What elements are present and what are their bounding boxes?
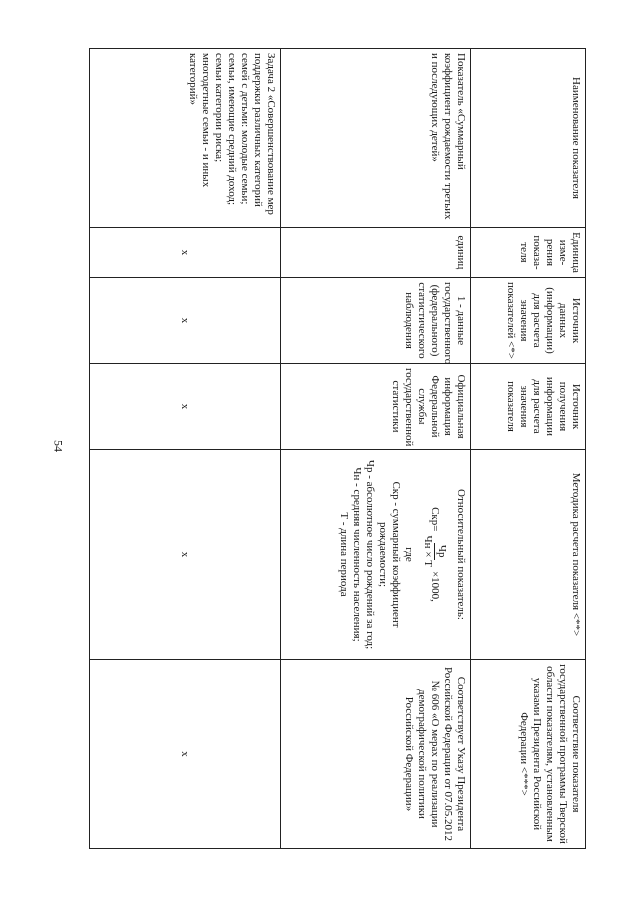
formula-rhs: ×1000, [428, 570, 441, 602]
method-definition-t: Т - длина периода [337, 512, 350, 597]
method-definition-skr: Скр - суммарный коэффициент рождаемости; [376, 481, 402, 628]
formula-fraction [421, 533, 448, 568]
row2-info-source: х [90, 364, 281, 450]
header-method: Методика расчета показателя <**> [470, 450, 585, 660]
row1-compliance: Соответствует Указу Президента Российской Федерации от 07.05.2012 № 606 «О мерах по реализации демографической политики Российской Федерации» [280, 660, 470, 849]
row1-info-source: Официальная информация Федеральной службы государственной статистики [280, 364, 470, 450]
header-info-source: Источник получения информации для расчета значения показателя [470, 364, 585, 450]
header-compliance: Соответствие показателя государственной программы Тверской области показателям, установленным указами Президента Российской Федерации <***> [470, 660, 585, 849]
row2-method: х [90, 450, 281, 660]
formula-lhs: Скр= [428, 507, 441, 532]
method-definition-chn: Чн - средняя численность населения; [350, 467, 363, 642]
table-row [90, 49, 281, 849]
row1-method [280, 450, 470, 660]
rotated-table-container [89, 48, 586, 848]
method-intro: Относительный показатель: [454, 489, 467, 620]
formula-numerator: Чр [435, 544, 448, 558]
indicators-table [89, 48, 586, 849]
row2-source: х [90, 278, 281, 364]
formula-denominator: Чн × Т [421, 535, 434, 567]
page-number: 54 [51, 440, 66, 452]
header-name: Наименование показателя [470, 49, 585, 228]
row1-name: Показатель «Суммарный коэффициент рождаемости третьих и последующих детей» [280, 49, 470, 228]
row2-unit: х [90, 228, 281, 278]
method-where: где [402, 547, 415, 562]
row2-name: Задача 2 «Совершенствование мер поддержки различных категорий семей с детьми: молодые семьи; семьи, имеющие средний доход; семьи категории риска; многодетные семьи - и иных категорий» [90, 49, 281, 228]
method-definition-chr: Чр - абсолютное число рождений за год; [363, 459, 376, 650]
header-unit: Единица изме-рения показа-теля [470, 228, 585, 278]
row1-unit: единиц [280, 228, 470, 278]
header-source: Источник данных (информации) для расчета значения показателей <*> [470, 278, 585, 364]
header-row [470, 49, 585, 849]
birth-rate-formula [421, 454, 448, 655]
row2-compliance: х [90, 660, 281, 849]
table-row [280, 49, 470, 849]
row1-source: 1 - данные государственного (федерального) статистического наблюдения [280, 278, 470, 364]
